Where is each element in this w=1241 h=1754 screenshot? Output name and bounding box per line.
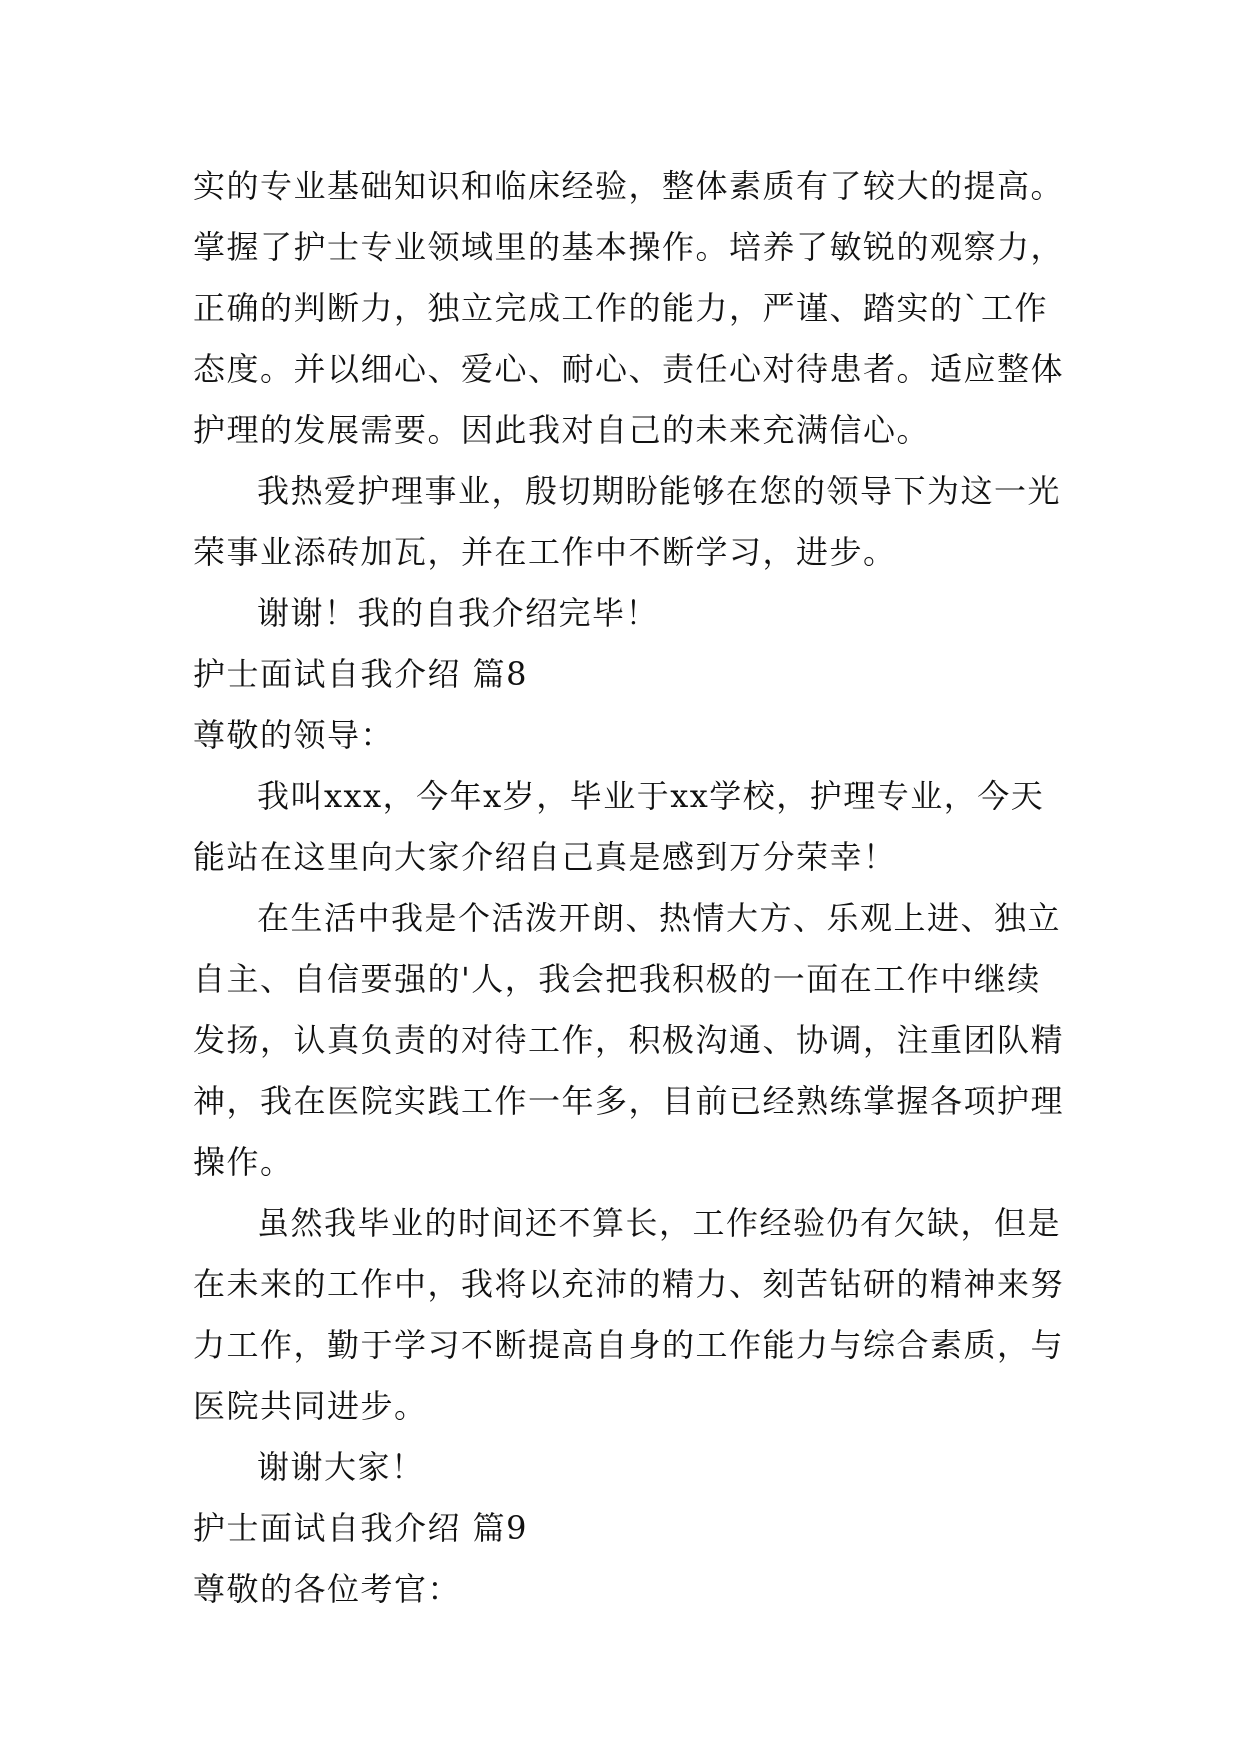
paragraph-start-line: 在生活中我是个活泼开朗、热情大方、乐观上进、独立 (257, 899, 1062, 937)
paragraph-start-line: 谢谢！我的自我介绍完毕！ (257, 594, 660, 632)
salutation: 尊敬的各位考官： (193, 1570, 462, 1608)
salutation: 尊敬的领导： (193, 716, 395, 754)
text-line: 在未来的工作中，我将以充沛的精力、刻苦钻研的精神来努 (193, 1265, 1065, 1303)
text-line: 护理的发展需要。因此我对自己的未来充满信心。 (193, 411, 931, 449)
paragraph-start-line: 虽然我毕业的时间还不算长，工作经验仍有欠缺，但是 (257, 1204, 1062, 1242)
section-heading: 护士面试自我介绍 篇8 (193, 655, 529, 693)
section-heading: 护士面试自我介绍 篇9 (193, 1509, 529, 1547)
text-line: 力工作，勤于学习不断提高自身的工作能力与综合素质，与 (193, 1326, 1065, 1364)
text-line: 实的专业基础知识和临床经验，整体素质有了较大的提高。 (193, 167, 1065, 205)
text-line: 医院共同进步。 (193, 1387, 428, 1425)
text-line: 发扬，认真负责的对待工作，积极沟通、协调，注重团队精 (193, 1021, 1065, 1059)
paragraph-start-line: 谢谢大家！ (257, 1448, 425, 1486)
text-line: 正确的判断力，独立完成工作的能力，严谨、踏实的`工作 (193, 289, 1049, 327)
paragraph-start-line: 我热爱护理事业，殷切期盼能够在您的领导下为这一光 (257, 472, 1062, 510)
text-line: 荣事业添砖加瓦，并在工作中不断学习，进步。 (193, 533, 897, 571)
text-line: 态度。并以细心、爱心、耐心、责任心对待患者。适应整体 (193, 350, 1065, 388)
paragraph-start-line: 我叫xxx，今年x岁，毕业于xx学校，护理专业，今天 (257, 777, 1045, 815)
text-line: 操作。 (193, 1143, 294, 1181)
text-line: 神，我在医院实践工作一年多，目前已经熟练掌握各项护理 (193, 1082, 1065, 1120)
text-line: 掌握了护士专业领域里的基本操作。培养了敏锐的观察力， (193, 228, 1065, 266)
text-line: 能站在这里向大家介绍自己真是感到万分荣幸！ (193, 838, 897, 876)
text-line: 自主、自信要强的'人，我会把我积极的一面在工作中继续 (193, 960, 1041, 998)
document-page (193, 156, 1073, 1620)
